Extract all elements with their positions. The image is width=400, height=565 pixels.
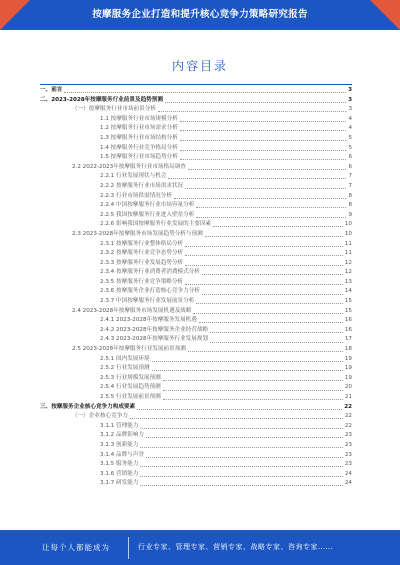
toc-leader-dots [130, 418, 343, 419]
toc-entry-title: （一）企业核心竞争力 [72, 413, 128, 420]
toc-page-number: 12 [344, 259, 352, 266]
toc-entry[interactable] [40, 287, 352, 297]
toc-entry[interactable] [40, 479, 352, 489]
toc-page-number: 22 [344, 413, 352, 420]
toc-page-number: 6 [348, 154, 352, 161]
toc-title: 内容目录 [171, 59, 228, 73]
toc-entry-title: 二、2023-2028年按摩服务行业前景及趋势预测 [40, 96, 163, 103]
toc-entry-title: 3.1.2 品牌影响力 [100, 432, 144, 439]
toc-leader-dots [163, 380, 343, 381]
toc-entry[interactable] [40, 326, 352, 336]
toc-page-number: 16 [344, 326, 352, 333]
toc-page-number: 11 [344, 250, 352, 257]
toc-page-number: 15 [344, 298, 352, 305]
toc-leader-dots [158, 111, 347, 112]
toc-leader-dots [180, 121, 347, 122]
toc-page-number: 24 [344, 480, 352, 487]
header-left-accent [0, 0, 30, 30]
toc-page-number: 13 [344, 278, 352, 285]
toc-leader-dots [185, 265, 343, 266]
toc-page-number: 23 [344, 451, 352, 458]
toc-leader-dots [140, 476, 342, 477]
toc-leader-dots [185, 255, 343, 256]
toc-leader-dots [205, 236, 343, 237]
toc-entry[interactable] [40, 192, 352, 202]
toc-entry[interactable] [40, 201, 352, 211]
toc-entry-title: 1.1 按摩服务行业市场规模分析 [100, 115, 178, 122]
toc-page-number: 5 [348, 144, 352, 151]
toc-leader-dots [185, 246, 343, 247]
toc-entry[interactable] [40, 335, 352, 345]
toc-entry[interactable] [40, 307, 352, 317]
toc-entry-title: 2.5.1 国内发展环境 [100, 355, 150, 362]
header-banner [0, 0, 400, 30]
toc-page-number: 5 [348, 134, 352, 141]
toc-entry-title: 1.2 按摩服务行业市场需求分析 [100, 125, 178, 132]
toc-entry[interactable] [40, 451, 352, 461]
toc-leader-dots [188, 169, 347, 170]
toc-entry[interactable] [40, 355, 352, 365]
toc-page-number: 10 [344, 230, 352, 237]
toc-entry-title: 3.1.1 管理能力 [100, 422, 139, 429]
toc-leader-dots [152, 361, 343, 362]
toc-entry-title: 2.4 2023-2028年按摩服务市场发展机遇及战略 [72, 307, 192, 314]
toc-page-number: 4 [348, 125, 352, 132]
toc-entry[interactable] [40, 259, 352, 269]
toc-page-number: 19 [344, 374, 352, 381]
toc-entry-title: 2.2.2 按摩服务行业市场需求状况 [100, 182, 184, 189]
toc-leader-dots [146, 457, 343, 458]
toc-entry-title: 3.1.3 创新能力 [100, 441, 139, 448]
toc-entry-title: 1.5 按摩服务行业市场趋势分析 [100, 154, 178, 161]
toc-page-number: 22 [344, 422, 352, 429]
toc-leader-dots [196, 303, 343, 304]
toc-page-number: 17 [344, 336, 352, 343]
toc-page-number: 3 [348, 96, 352, 103]
toc-leader-dots [180, 159, 347, 160]
toc-leader-dots [202, 274, 343, 275]
toc-leader-dots [185, 188, 346, 189]
toc-page-number: 7 [348, 173, 352, 180]
toc-entry-title: 2.5.5 行业发展前景预测 [100, 394, 161, 400]
toc-entry-title: 2.2 2022-2023年按摩服务行业市场格局调查 [72, 163, 186, 170]
toc-page-number: 8 [348, 192, 352, 199]
toc-leader-dots [202, 294, 343, 295]
toc-leader-dots [210, 332, 343, 333]
toc-entry[interactable] [40, 345, 352, 355]
toc-entry[interactable] [40, 172, 352, 182]
toc-entry[interactable] [40, 249, 352, 259]
toc-entry[interactable] [40, 422, 352, 432]
toc-entry[interactable] [40, 316, 352, 326]
toc-page-number: 19 [344, 355, 352, 362]
toc-entry[interactable] [40, 211, 352, 221]
toc-entry-title: 2.3 2023-2028年按摩服务市场发展趋势分析与预测 [72, 230, 203, 237]
toc-entry-title: 2.5.3 行业规模发展预测 [100, 374, 161, 381]
toc-entry-title: 2.3.5 按摩服务行业竞争策略分析 [100, 278, 184, 285]
toc-entry[interactable] [40, 182, 352, 192]
toc-entry-title: 2.5.2 行业发展预测 [100, 365, 150, 372]
toc-leader-dots [163, 390, 343, 391]
toc-page-number: 3 [348, 106, 352, 113]
toc-leader-dots [185, 284, 343, 285]
toc-entry[interactable] [40, 230, 352, 240]
toc-entry[interactable] [40, 412, 352, 422]
toc-entry-title: 1.3 按摩服务行业市场结构分析 [100, 134, 178, 141]
toc-page-number: 24 [344, 470, 352, 477]
toc-entry-title: 2.3.3 按摩服务行业发展趋势分析 [100, 259, 184, 266]
toc-entry[interactable] [40, 374, 352, 384]
toc-entry[interactable] [40, 383, 352, 393]
toc-leader-dots [140, 447, 342, 448]
toc-entry-title: 三、按摩服务企业核心竞争力构成要素 [40, 403, 136, 410]
toc-entry[interactable] [40, 220, 352, 230]
toc-entry-title: 3.1.6 营销能力 [100, 470, 139, 477]
toc-divider [40, 84, 352, 85]
table-of-contents [40, 86, 352, 489]
footer-slogan-left: 让每个人都能成为 [42, 543, 110, 552]
toc-entry[interactable] [40, 431, 352, 441]
toc-page-number: 4 [348, 115, 352, 122]
toc-entry-title: 2.2.6 影响我国按摩服务行业发展的主要因素 [100, 221, 212, 228]
toc-entry[interactable] [40, 297, 352, 307]
toc-page-number: 19 [344, 365, 352, 372]
toc-entry[interactable] [40, 268, 352, 278]
toc-entry[interactable] [40, 441, 352, 451]
toc-entry[interactable] [40, 153, 352, 163]
toc-entry-title: 一、前言 [40, 87, 63, 93]
toc-entry-title: 3.1.4 品牌与声誉 [100, 451, 144, 458]
toc-entry-title: 2.4.3 2023-2028年按摩服务行业发展规划 [100, 336, 209, 343]
toc-leader-dots [140, 466, 342, 467]
toc-entry[interactable] [40, 470, 352, 480]
toc-entry[interactable] [40, 144, 352, 154]
toc-entry-title: 3.1.5 服务能力 [100, 461, 139, 468]
toc-leader-dots [137, 409, 342, 410]
toc-entry-title: 2.3.2 按摩服务行业竞争态势分析 [100, 250, 184, 257]
toc-page-number: 20 [344, 384, 352, 391]
toc-entry-title: 2.4.1 2023-2028年按摩服务发展机遇 [100, 317, 197, 324]
toc-entry[interactable] [40, 115, 352, 125]
toc-page-number: 7 [348, 182, 352, 189]
toc-page-number: 18 [344, 346, 352, 353]
toc-page-number: 6 [348, 163, 352, 170]
header-right-accent [370, 0, 400, 30]
toc-page-number: 16 [344, 317, 352, 324]
toc-leader-dots [64, 92, 346, 93]
toc-entry[interactable] [40, 96, 352, 106]
toc-entry-title: 3.1.7 研发能力 [100, 480, 139, 487]
toc-entry-title: 2.2.4 中国按摩服务行业市场容量分析 [100, 202, 195, 209]
toc-page-number: 11 [344, 240, 352, 247]
toc-leader-dots [152, 370, 343, 371]
toc-entry[interactable] [40, 163, 352, 173]
toc-entry[interactable] [40, 86, 352, 96]
toc-leader-dots [210, 342, 343, 343]
toc-entry-title: 2.2.5 我国按摩服务行业进入壁垒分析 [100, 211, 195, 218]
toc-leader-dots [146, 437, 343, 438]
toc-page-number: 8 [348, 202, 352, 209]
toc-leader-dots [165, 102, 346, 103]
toc-entry-title: 2.3.6 按摩服务企业打造核心竞争力分析 [100, 288, 200, 295]
toc-page-number: 23 [344, 441, 352, 448]
toc-leader-dots [193, 313, 342, 314]
toc-leader-dots [168, 178, 346, 179]
toc-entry[interactable] [40, 403, 352, 413]
toc-leader-dots [140, 428, 342, 429]
toc-entry-title: 2.2.3 行业市场供需情况分析 [100, 192, 172, 199]
toc-leader-dots [213, 226, 343, 227]
toc-entry-title: 2.3.4 按摩服务行业消费者消费模式分析 [100, 269, 200, 276]
toc-entry-title: 2.5 2023-2028年按摩服务行业发展前景预测 [72, 346, 186, 353]
toc-page-number: 21 [344, 394, 352, 400]
toc-entry[interactable] [40, 134, 352, 144]
toc-page-number: 23 [344, 461, 352, 468]
report-title: 按摩服务企业打造和提升核心竞争力策略研究报告 [92, 9, 308, 20]
toc-leader-dots [199, 322, 343, 323]
toc-leader-dots [196, 207, 346, 208]
toc-entry[interactable] [40, 278, 352, 288]
toc-leader-dots [196, 217, 346, 218]
toc-leader-dots [174, 198, 346, 199]
footer-divider [128, 537, 129, 559]
toc-entry-title: 2.4.2 2023-2028年按摩服务企业经营战略 [100, 326, 209, 333]
toc-entry[interactable] [40, 240, 352, 250]
toc-page-number: 14 [344, 288, 352, 295]
toc-entry[interactable] [40, 460, 352, 470]
toc-entry[interactable] [40, 105, 352, 115]
toc-entry-title: 2.2.1 行业发展现状与机会 [100, 173, 167, 180]
toc-page-number: 23 [344, 432, 352, 439]
toc-leader-dots [163, 399, 343, 400]
toc-entry[interactable] [40, 393, 352, 403]
toc-leader-dots [188, 351, 343, 352]
toc-leader-dots [180, 130, 347, 131]
toc-page-number: 12 [344, 269, 352, 276]
footer-banner [0, 530, 400, 565]
footer-slogan-right: 行业专家、管理专家、营销专家、战略专家、咨询专家…… [138, 543, 333, 551]
toc-entry[interactable] [40, 124, 352, 134]
toc-page-number: 10 [344, 221, 352, 228]
toc-page-number: 9 [348, 211, 352, 218]
toc-page-number: 22 [344, 403, 352, 410]
toc-leader-dots [180, 140, 347, 141]
toc-leader-dots [140, 485, 342, 486]
toc-entry-title: 1.4 按摩服务行业竞争格局分析 [100, 144, 178, 151]
toc-page-number: 15 [344, 307, 352, 314]
toc-entry-title: 2.5.4 行业发展趋势预测 [100, 384, 161, 391]
toc-entry-title: 2.3.7 中国按摩服务行业发展前景分析 [100, 298, 195, 305]
toc-entry[interactable] [40, 364, 352, 374]
toc-entry-title: 2.3.1 按摩服务行业整体格局分析 [100, 240, 184, 247]
toc-entry-title: （一）按摩服务行业市场前景分析 [72, 106, 156, 113]
toc-page-number: 3 [348, 87, 352, 93]
toc-leader-dots [180, 150, 347, 151]
